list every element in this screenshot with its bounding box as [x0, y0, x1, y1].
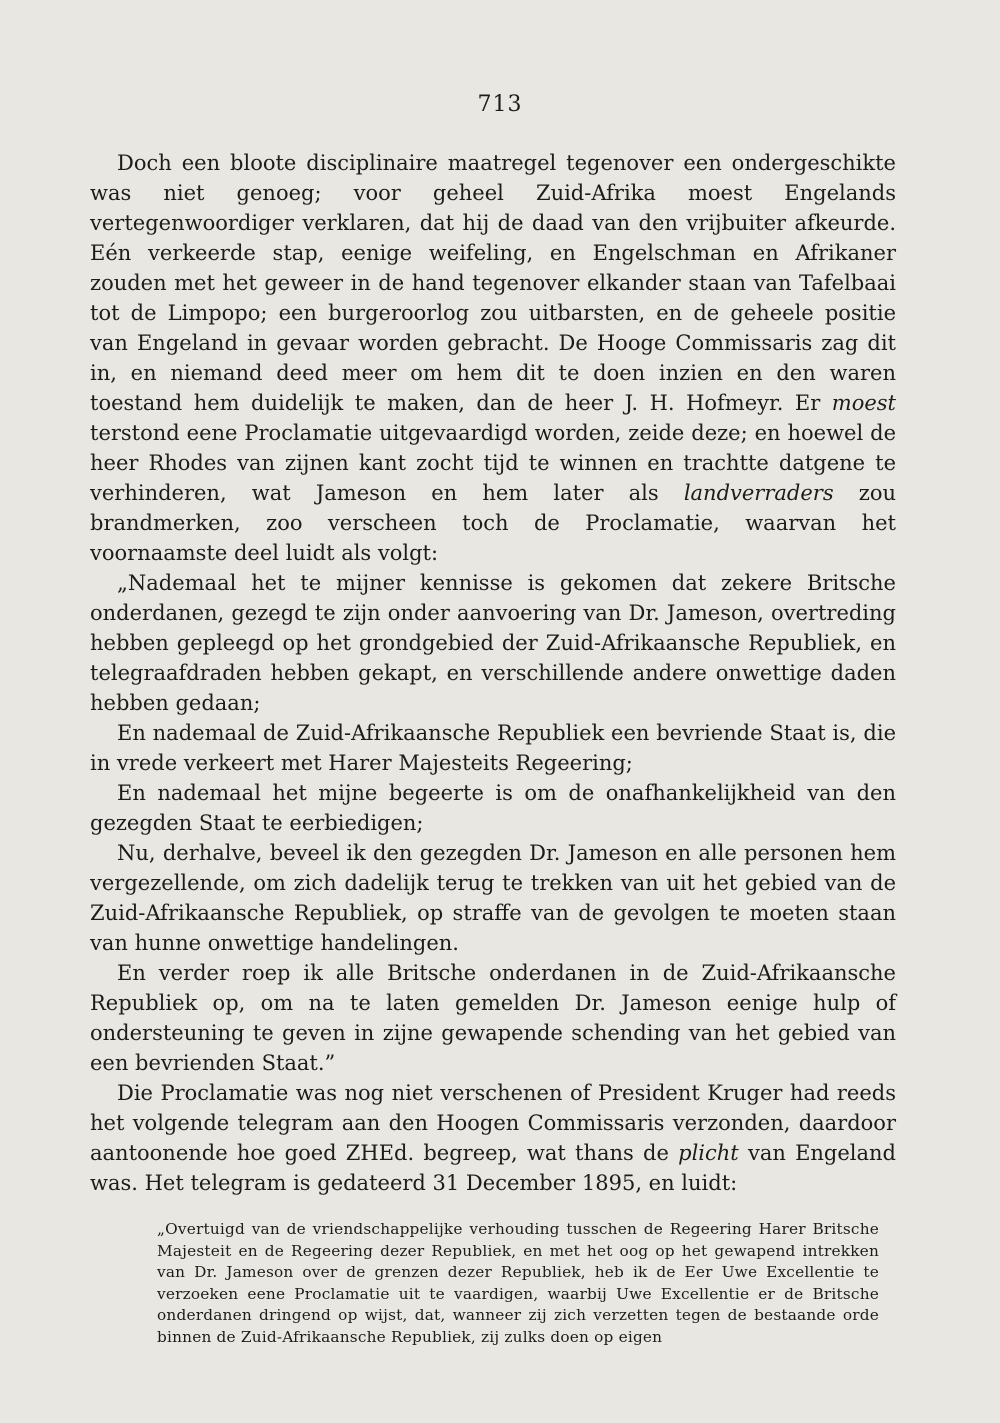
paragraph-text: Die Proclamatie was nog niet verschenen of President Kruger had reeds het volgende telegram aan den Hoogen Commissaris verzonden, daardoor aantoonende hoe goed ZHEd. begreep, wat thans de [90, 1081, 896, 1165]
paragraph-text: van Engeland was. Het telegram is gedateerd 31 December 1895, en luidt: [90, 1141, 896, 1195]
paragraph-text: terstond eene Proclamatie uitgevaardigd worden, zeide deze; en hoewel de heer Rhodes van zijnen kant zocht tijd te winnen en trachtte datgene te verhinderen, wat Jameson en hem later als [90, 421, 896, 505]
emphasis-text: landverraders [683, 481, 834, 505]
paragraph-proclamation-context [90, 148, 896, 568]
emphasis-text: plicht [678, 1141, 739, 1165]
page-number: 713 [477, 92, 523, 117]
quote-paragraph: En nademaal de Zuid-Afrikaansche Republiek een bevriende Staat is, die in vrede verkeert met Harer Majesteits Regeering; [90, 721, 896, 775]
body-text [90, 148, 896, 1198]
quote-paragraph: Nu, derhalve, beveel ik den gezegden Dr. Jameson en alle personen hem vergezellende, om zich dadelijk terug te trekken van uit het gebied van de Zuid-Afrikaansche Republiek, op straffe van de gevolgen te moeten staan van hunne onwettige handelingen. [90, 841, 896, 955]
telegram-quote [157, 1219, 879, 1348]
quote-paragraph: En verder roep ik alle Britsche onderdanen in de Zuid-Afrikaansche Republiek op, om na te laten gemelden Dr. Jameson eenige hulp of ondersteuning te geven in zijne gewapende schending van het gebied van een bevrienden Staat.” [90, 961, 896, 1075]
paragraph-text: zou brandmerken, zoo verscheen toch de Proclamatie, waarvan het voornaamste deel luidt als volgt: [90, 481, 896, 565]
quote-paragraph: „Nademaal het te mijner kennisse is gekomen dat zekere Britsche onderdanen, gezegd te zijn onder aanvoering van Dr. Jameson, overtreding hebben gepleegd op het grondgebied der Zuid-Afrikaansche Republiek, en telegraafdraden hebben gekapt, en verschillende andere onwettige daden hebben gedaan; [90, 571, 896, 715]
paragraph-text: Doch een bloote disciplinaire maatregel tegenover een ondergeschikte was niet genoeg; voor geheel Zuid-Afrika moest Engelands vertegenwoordiger verklaren, dat hij de daad van den vrijbuiter afkeurde. Eén verkeerde stap, eenige weifeling, en Engelschman en Afrikaner zouden met het geweer in de hand tegenover elkander staan van Tafelbaai tot de Limpopo; een burgeroorlog zou uitbarsten, en de geheele positie van Engeland in gevaar worden gebracht. De Hooge Commissaris zag dit in, en niemand deed meer om hem dit te doen inzien en den waren toestand hem duidelijk te maken, dan de heer J. H. Hofmeyr. [90, 151, 896, 415]
paragraph-kruger-telegram [90, 1078, 896, 1198]
paragraph-text: Er [794, 391, 821, 415]
quote-paragraph: En nademaal het mijne begeerte is om de onafhankelijkheid van den gezegden Staat te eerbiedigen; [90, 781, 896, 835]
emphasis-text: moest [831, 391, 896, 415]
telegram-text: „Overtuigd van de vriendschappelijke verhouding tusschen de Regeering Harer Britsche Majesteit en de Regeering dezer Republiek, en met het oog op het gewapend intrekken van Dr. Jameson over de grenzen dezer Republiek, heb ik de Eer Uwe Excellentie te verzoeken eene Proclamatie uit te vaardigen, waarbij Uwe Excellentie er de Britsche onderdanen dringend op wijst, dat, wanneer zij zich verzetten tegen de bestaande orde binnen de Zuid-Afrikaansche Republiek, zij zulks doen op eigen [157, 1220, 879, 1346]
